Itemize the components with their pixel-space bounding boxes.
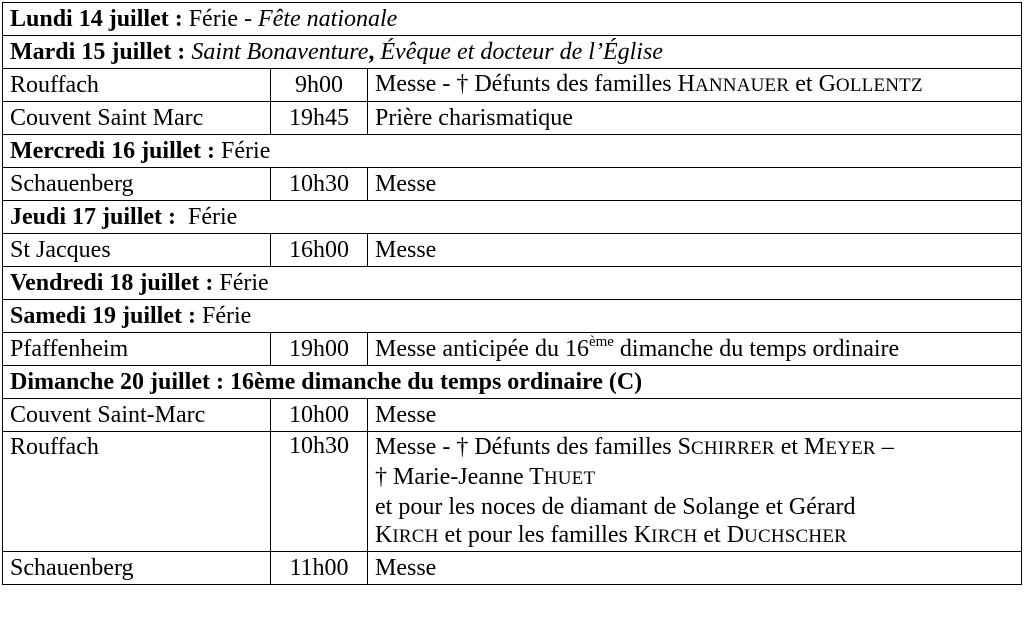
family-name-rest: EYER [825,438,876,459]
desc-line-1 [375,433,1014,463]
day-date: Samedi 19 juillet : [10,303,196,329]
event-time: 19h00 [271,333,368,366]
day-header [3,267,1022,300]
day-ferie: Férie - [188,6,259,32]
desc-line-4 [375,521,1014,551]
day-row-lundi [3,3,1022,36]
event-desc: Messe [368,234,1022,267]
desc-text: – [875,434,894,460]
event-desc: Messe [368,168,1022,201]
event-place: Couvent Saint Marc [3,102,271,135]
desc-line-2 [375,463,1014,493]
event-place: Rouffach [3,432,271,552]
family-name-rest: IRCH [651,526,698,547]
event-time: 9h00 [271,69,368,102]
event-place: Pfaffenheim [3,333,271,366]
family-name-initial: D [726,522,745,548]
day-header [3,300,1022,333]
desc-text: et [697,522,727,548]
family-name-rest: ANNAUER [694,75,790,96]
family-name-rest: UCHSCHER [744,526,848,547]
family-name-initial: H [677,71,695,97]
event-row [3,69,1022,102]
event-place: Schauenberg [3,168,271,201]
desc-text: Messe anticipée du 16 [375,336,589,362]
event-desc: Prière charismatique [368,102,1022,135]
day-row-dimanche [3,366,1022,399]
family-name-initial: G [818,71,836,97]
family-name-rest: HUET [543,468,596,489]
family-name-rest: CHIRRER [690,438,775,459]
event-time: 16h00 [271,234,368,267]
day-header [3,201,1022,234]
day-row-vendredi [3,267,1022,300]
family-name-initial: K [375,522,393,548]
day-desc: Férie [219,270,269,296]
day-date: Dimanche 20 juillet : 16ème dimanche du temps ordinaire (C) [10,369,643,395]
desc-text: et [774,434,805,460]
event-desc [368,333,1022,366]
day-desc: Férie [221,138,271,164]
event-desc: Messe [368,399,1022,432]
event-row [3,168,1022,201]
day-header [3,135,1022,168]
day-row-samedi [3,300,1022,333]
desc-text: et [789,71,819,97]
day-desc: Férie [188,204,238,230]
family-name-initial: M [804,434,826,460]
day-row-mardi [3,36,1022,69]
day-header [3,3,1022,36]
schedule-table [2,2,1022,585]
event-time: 10h00 [271,399,368,432]
event-time: 10h30 [271,168,368,201]
family-name-initial: T [529,464,544,490]
event-row [3,234,1022,267]
family-name-rest: OLLENTZ [835,75,923,96]
event-time: 11h00 [271,552,368,585]
desc-line-3: et pour les noces de diamant de Solange et Gérard [375,494,856,520]
day-feast: Saint Bonaventure [191,39,369,65]
day-date: Mardi 15 juillet : [10,39,186,65]
event-place: Rouffach [3,69,271,102]
event-desc: Messe [368,552,1022,585]
day-date: Mercredi 16 juillet : [10,138,216,164]
day-feast-rest: Évêque et docteur de l’Église [380,39,663,65]
desc-text: Messe - † Défunts des familles [375,434,678,460]
event-time: 19h45 [271,102,368,135]
day-date: Vendredi 18 juillet : [10,270,214,296]
event-desc [368,69,1022,102]
event-row [3,432,1022,552]
event-desc [368,432,1022,552]
event-place: St Jacques [3,234,271,267]
event-place: Schauenberg [3,552,271,585]
day-date: Jeudi 17 juillet : [10,204,176,230]
family-name-rest: IRCH [392,526,439,547]
day-row-jeudi [3,201,1022,234]
desc-text: dimanche du temps ordinaire [613,336,900,362]
desc-text: † Marie-Jeanne [375,464,530,490]
day-row-mercredi [3,135,1022,168]
event-row [3,102,1022,135]
event-row [3,399,1022,432]
event-place: Couvent Saint-Marc [3,399,271,432]
event-row [3,333,1022,366]
day-desc: Férie [202,303,252,329]
day-feast: Fête nationale [258,6,398,32]
family-name-initial: K [633,522,652,548]
day-date: Lundi 14 juillet : [10,6,183,32]
desc-text: Messe - † Défunts des familles [375,71,678,97]
event-row [3,552,1022,585]
family-name-initial: S [677,434,691,460]
day-header [3,366,1022,399]
day-header [3,36,1022,69]
day-feast-comma: , [368,39,375,65]
event-time: 10h30 [271,432,368,552]
ordinal-suffix: ème [588,334,614,350]
desc-text: et pour les familles [438,522,634,548]
